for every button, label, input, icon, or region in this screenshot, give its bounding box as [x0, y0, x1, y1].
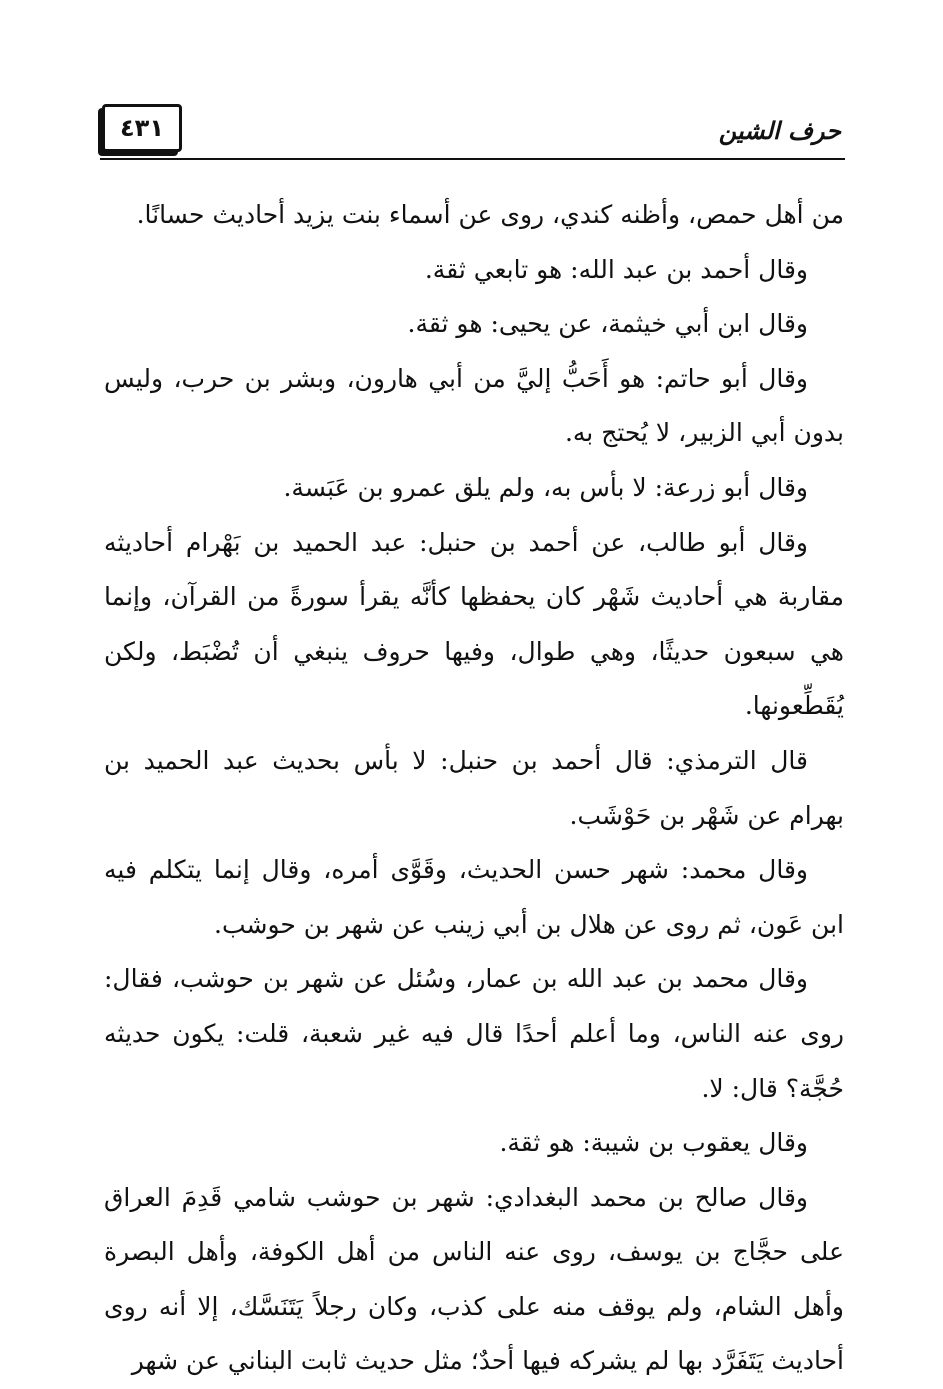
- paragraph: وقال أبو حاتم: هو أَحَبُّ إليَّ من أبي هارون، وبشر بن حرب، وليس بدون أبي الزبير، لا يُحتج به.: [104, 363, 844, 448]
- paragraph: وقال محمد: شهر حسن الحديث، وقَوَّى أمره، وقال إنما يتكلم فيه ابن عَون، ثم روى عن هلال بن أبي زينب عن شهر بن حوشب.: [104, 855, 844, 939]
- paragraph: وقال ابن أبي خيثمة، عن يحيى: هو ثقة.: [407, 309, 808, 339]
- running-head: حرف الشين: [718, 116, 841, 145]
- body-text: [104, 188, 844, 1389]
- page-header: [100, 100, 845, 158]
- paragraph: وقال أبو طالب، عن أحمد بن حنبل: عبد الحميد بن بَهْرام أحاديثه مقاربة هي أحاديث شَهْر كان يحفظها كأنَّه يقرأ سورةً من القرآن، وإنما هي سبعون حديثًا، وهي طوال، وفيها حروف ينبغي أن تُضْبَط، ولكن يُقَطِّعونها.: [104, 527, 844, 721]
- page-number: ٤٣١: [102, 104, 182, 152]
- paragraph: من أهل حمص، وأظنه كندي، روى عن أسماء بنت يزيد أحاديث حسانًا.: [136, 200, 844, 229]
- paragraph: وقال صالح بن محمد البغدادي: شهر بن حوشب شامي قَدِمَ العراق على حجَّاج بن يوسف، روى عنه الناس من أهل الكوفة، وأهل البصرة وأهل الشام، ولم يوقف منه على كذب، وكان رجلاً يَتَنَسَّك، إلا أنه روى أحاديث يَتَفَرَّد بها لم يشركه فيها أحدٌ؛ مثل حديث ثابت البناني عن شهر: [104, 1182, 844, 1376]
- paragraph: وقال أبو زرعة: لا بأس به، ولم يلق عمرو بن عَبَسة.: [283, 472, 808, 502]
- header-rule: [100, 158, 845, 160]
- paragraph: وقال أحمد بن عبد الله: هو تابعي ثقة.: [424, 254, 808, 284]
- paragraph: وقال محمد بن عبد الله بن عمار، وسُئل عن شهر بن حوشب، فقال: روى عنه الناس، وما أعلم أحدًا قال فيه غير شعبة، قلت: يكون حديثه حُجَّة؟ قال: لا.: [104, 964, 844, 1103]
- paragraph: وقال يعقوب بن شيبة: هو ثقة.: [499, 1128, 808, 1158]
- paragraph: قال الترمذي: قال أحمد بن حنبل: لا بأس بحديث عبد الحميد بن بهرام عن شَهْر بن حَوْشَب.: [104, 745, 844, 830]
